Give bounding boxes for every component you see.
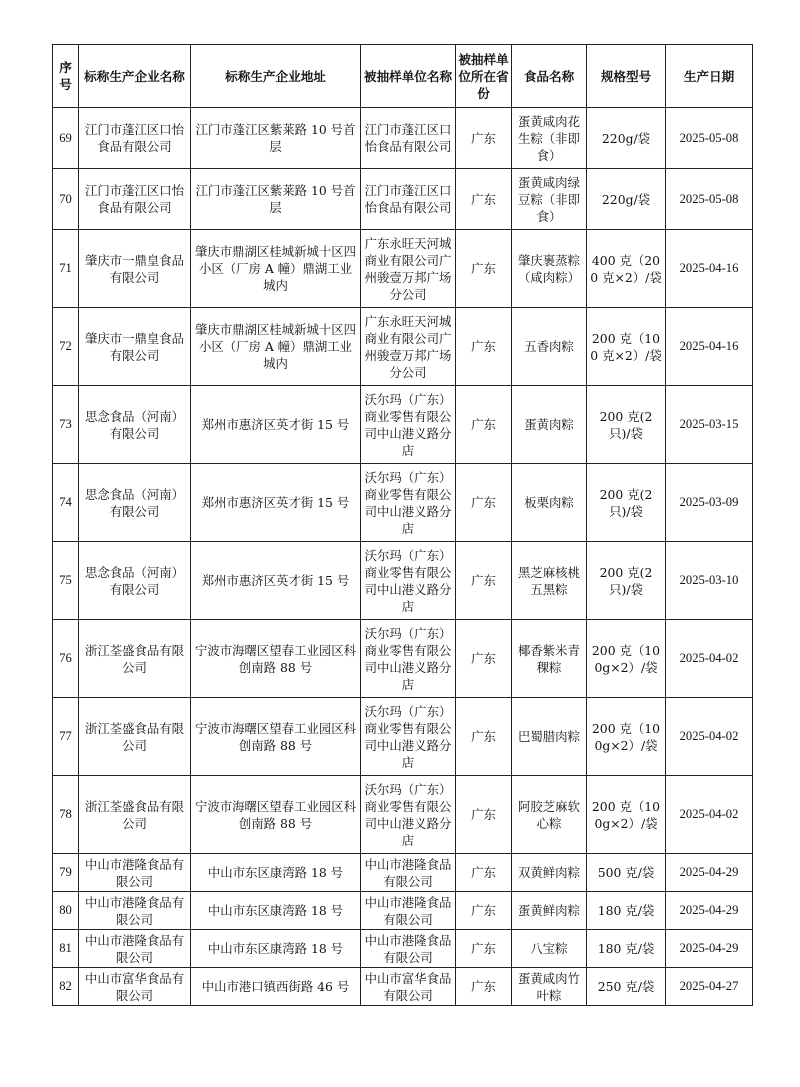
cell-seq: 77 [53, 698, 79, 776]
cell-sampled-unit: 沃尔玛（广东）商业零售有限公司中山港义路分店 [361, 776, 456, 854]
cell-sampled-unit: 沃尔玛（广东）商业零售有限公司中山港义路分店 [361, 542, 456, 620]
header-food: 食品名称 [512, 45, 587, 108]
cell-sampled-unit: 江门市蓬江区口怡食品有限公司 [361, 169, 456, 230]
table-row [53, 892, 753, 930]
cell-food: 双黄鲜肉粽 [512, 854, 587, 892]
cell-date: 2025-04-02 [666, 620, 753, 698]
cell-sampled-unit: 江门市蓬江区口怡食品有限公司 [361, 108, 456, 169]
cell-address: 中山市东区康湾路 18 号 [191, 892, 361, 930]
header-address: 标称生产企业地址 [191, 45, 361, 108]
cell-province: 广东 [456, 386, 512, 464]
cell-province: 广东 [456, 620, 512, 698]
cell-sampled-unit: 中山市港隆食品有限公司 [361, 892, 456, 930]
cell-province: 广东 [456, 892, 512, 930]
cell-seq: 80 [53, 892, 79, 930]
cell-food: 八宝粽 [512, 930, 587, 968]
cell-date: 2025-04-29 [666, 930, 753, 968]
cell-spec: 180 克/袋 [587, 892, 666, 930]
table-row [53, 169, 753, 230]
table-body [53, 108, 753, 1006]
cell-date: 2025-04-29 [666, 892, 753, 930]
cell-province: 广东 [456, 854, 512, 892]
cell-food: 蛋黄咸肉绿豆粽（非即食） [512, 169, 587, 230]
cell-seq: 76 [53, 620, 79, 698]
cell-spec: 220g/袋 [587, 169, 666, 230]
sampling-table-sheet [52, 44, 753, 1006]
cell-spec: 250 克/袋 [587, 968, 666, 1006]
cell-date: 2025-04-29 [666, 854, 753, 892]
cell-address: 江门市蓬江区紫莱路 10 号首层 [191, 169, 361, 230]
table-row [53, 968, 753, 1006]
cell-date: 2025-05-08 [666, 108, 753, 169]
cell-producer: 思念食品（河南）有限公司 [79, 542, 191, 620]
cell-date: 2025-04-16 [666, 308, 753, 386]
cell-sampled-unit: 沃尔玛（广东）商业零售有限公司中山港义路分店 [361, 464, 456, 542]
table-row [53, 776, 753, 854]
cell-spec: 200 克（100g×2）/袋 [587, 776, 666, 854]
cell-producer: 江门市蓬江区口怡食品有限公司 [79, 169, 191, 230]
cell-spec: 200 克(2 只)/袋 [587, 464, 666, 542]
cell-producer: 中山市港隆食品有限公司 [79, 892, 191, 930]
cell-seq: 71 [53, 230, 79, 308]
cell-food: 巴蜀腊肉粽 [512, 698, 587, 776]
cell-date: 2025-04-02 [666, 776, 753, 854]
cell-food: 阿胶芝麻软心粽 [512, 776, 587, 854]
cell-address: 宁波市海曙区望春工业园区科创南路 88 号 [191, 620, 361, 698]
cell-address: 江门市蓬江区紫莱路 10 号首层 [191, 108, 361, 169]
cell-producer: 思念食品（河南）有限公司 [79, 386, 191, 464]
cell-spec: 500 克/袋 [587, 854, 666, 892]
table-row [53, 542, 753, 620]
header-province: 被抽样单位所在省份 [456, 45, 512, 108]
cell-spec: 200 克（100g×2）/袋 [587, 620, 666, 698]
cell-sampled-unit: 沃尔玛（广东）商业零售有限公司中山港义路分店 [361, 386, 456, 464]
cell-seq: 79 [53, 854, 79, 892]
cell-date: 2025-05-08 [666, 169, 753, 230]
cell-address: 郑州市惠济区英才街 15 号 [191, 386, 361, 464]
cell-producer: 浙江荃盛食品有限公司 [79, 698, 191, 776]
cell-seq: 73 [53, 386, 79, 464]
cell-address: 郑州市惠济区英才街 15 号 [191, 464, 361, 542]
header-producer: 标称生产企业名称 [79, 45, 191, 108]
cell-food: 肇庆裹蒸粽（咸肉粽） [512, 230, 587, 308]
cell-sampled-unit: 中山市富华食品有限公司 [361, 968, 456, 1006]
cell-food: 蛋黄鲜肉粽 [512, 892, 587, 930]
table-row [53, 464, 753, 542]
cell-province: 广东 [456, 968, 512, 1006]
cell-producer: 肇庆市一鼎皇食品有限公司 [79, 230, 191, 308]
cell-province: 广东 [456, 230, 512, 308]
cell-province: 广东 [456, 776, 512, 854]
cell-province: 广东 [456, 108, 512, 169]
cell-address: 中山市东区康湾路 18 号 [191, 854, 361, 892]
cell-address: 宁波市海曙区望春工业园区科创南路 88 号 [191, 776, 361, 854]
cell-food: 蛋黄咸肉花生粽（非即食） [512, 108, 587, 169]
cell-producer: 思念食品（河南）有限公司 [79, 464, 191, 542]
cell-sampled-unit: 沃尔玛（广东）商业零售有限公司中山港义路分店 [361, 620, 456, 698]
sampling-results-table [52, 44, 753, 1006]
cell-date: 2025-03-10 [666, 542, 753, 620]
cell-food: 五香肉粽 [512, 308, 587, 386]
table-row [53, 854, 753, 892]
cell-seq: 69 [53, 108, 79, 169]
cell-date: 2025-04-02 [666, 698, 753, 776]
cell-seq: 78 [53, 776, 79, 854]
table-row [53, 698, 753, 776]
header-date: 生产日期 [666, 45, 753, 108]
cell-spec: 200 克（100 克×2）/袋 [587, 308, 666, 386]
table-row [53, 308, 753, 386]
cell-food: 椰香紫米青稞粽 [512, 620, 587, 698]
cell-date: 2025-04-27 [666, 968, 753, 1006]
cell-sampled-unit: 广东永旺天河城商业有限公司广州骏壹万邦广场分公司 [361, 308, 456, 386]
cell-seq: 81 [53, 930, 79, 968]
cell-sampled-unit: 中山市港隆食品有限公司 [361, 854, 456, 892]
cell-date: 2025-03-15 [666, 386, 753, 464]
cell-spec: 200 克（100g×2）/袋 [587, 698, 666, 776]
cell-sampled-unit: 沃尔玛（广东）商业零售有限公司中山港义路分店 [361, 698, 456, 776]
cell-province: 广东 [456, 698, 512, 776]
cell-producer: 肇庆市一鼎皇食品有限公司 [79, 308, 191, 386]
cell-seq: 82 [53, 968, 79, 1006]
table-row [53, 620, 753, 698]
cell-seq: 74 [53, 464, 79, 542]
cell-address: 中山市东区康湾路 18 号 [191, 930, 361, 968]
cell-seq: 72 [53, 308, 79, 386]
cell-spec: 180 克/袋 [587, 930, 666, 968]
cell-spec: 200 克(2 只)/袋 [587, 542, 666, 620]
cell-address: 肇庆市鼎湖区桂城新城十区四小区（厂房 A 幢）鼎湖工业城内 [191, 230, 361, 308]
cell-food: 黑芝麻核桃五黑粽 [512, 542, 587, 620]
cell-province: 广东 [456, 464, 512, 542]
cell-date: 2025-04-16 [666, 230, 753, 308]
cell-producer: 中山市港隆食品有限公司 [79, 854, 191, 892]
table-row [53, 230, 753, 308]
table-row [53, 108, 753, 169]
cell-address: 中山市港口镇西街路 46 号 [191, 968, 361, 1006]
cell-address: 宁波市海曙区望春工业园区科创南路 88 号 [191, 698, 361, 776]
cell-producer: 江门市蓬江区口怡食品有限公司 [79, 108, 191, 169]
table-row [53, 930, 753, 968]
table-row [53, 386, 753, 464]
header-spec: 规格型号 [587, 45, 666, 108]
cell-spec: 200 克(2 只)/袋 [587, 386, 666, 464]
cell-address: 郑州市惠济区英才街 15 号 [191, 542, 361, 620]
cell-sampled-unit: 中山市港隆食品有限公司 [361, 930, 456, 968]
cell-spec: 220g/袋 [587, 108, 666, 169]
cell-date: 2025-03-09 [666, 464, 753, 542]
cell-address: 肇庆市鼎湖区桂城新城十区四小区（厂房 A 幢）鼎湖工业城内 [191, 308, 361, 386]
cell-producer: 中山市富华食品有限公司 [79, 968, 191, 1006]
cell-food: 蛋黄肉粽 [512, 386, 587, 464]
cell-producer: 浙江荃盛食品有限公司 [79, 776, 191, 854]
cell-province: 广东 [456, 542, 512, 620]
cell-sampled-unit: 广东永旺天河城商业有限公司广州骏壹万邦广场分公司 [361, 230, 456, 308]
cell-spec: 400 克（200 克×2）/袋 [587, 230, 666, 308]
table-header-row [53, 45, 753, 108]
cell-province: 广东 [456, 308, 512, 386]
cell-food: 板栗肉粽 [512, 464, 587, 542]
header-seq: 序号 [53, 45, 79, 108]
cell-seq: 70 [53, 169, 79, 230]
header-sampled-unit: 被抽样单位名称 [361, 45, 456, 108]
cell-producer: 中山市港隆食品有限公司 [79, 930, 191, 968]
cell-province: 广东 [456, 930, 512, 968]
cell-producer: 浙江荃盛食品有限公司 [79, 620, 191, 698]
cell-province: 广东 [456, 169, 512, 230]
cell-food: 蛋黄咸肉竹叶粽 [512, 968, 587, 1006]
cell-seq: 75 [53, 542, 79, 620]
